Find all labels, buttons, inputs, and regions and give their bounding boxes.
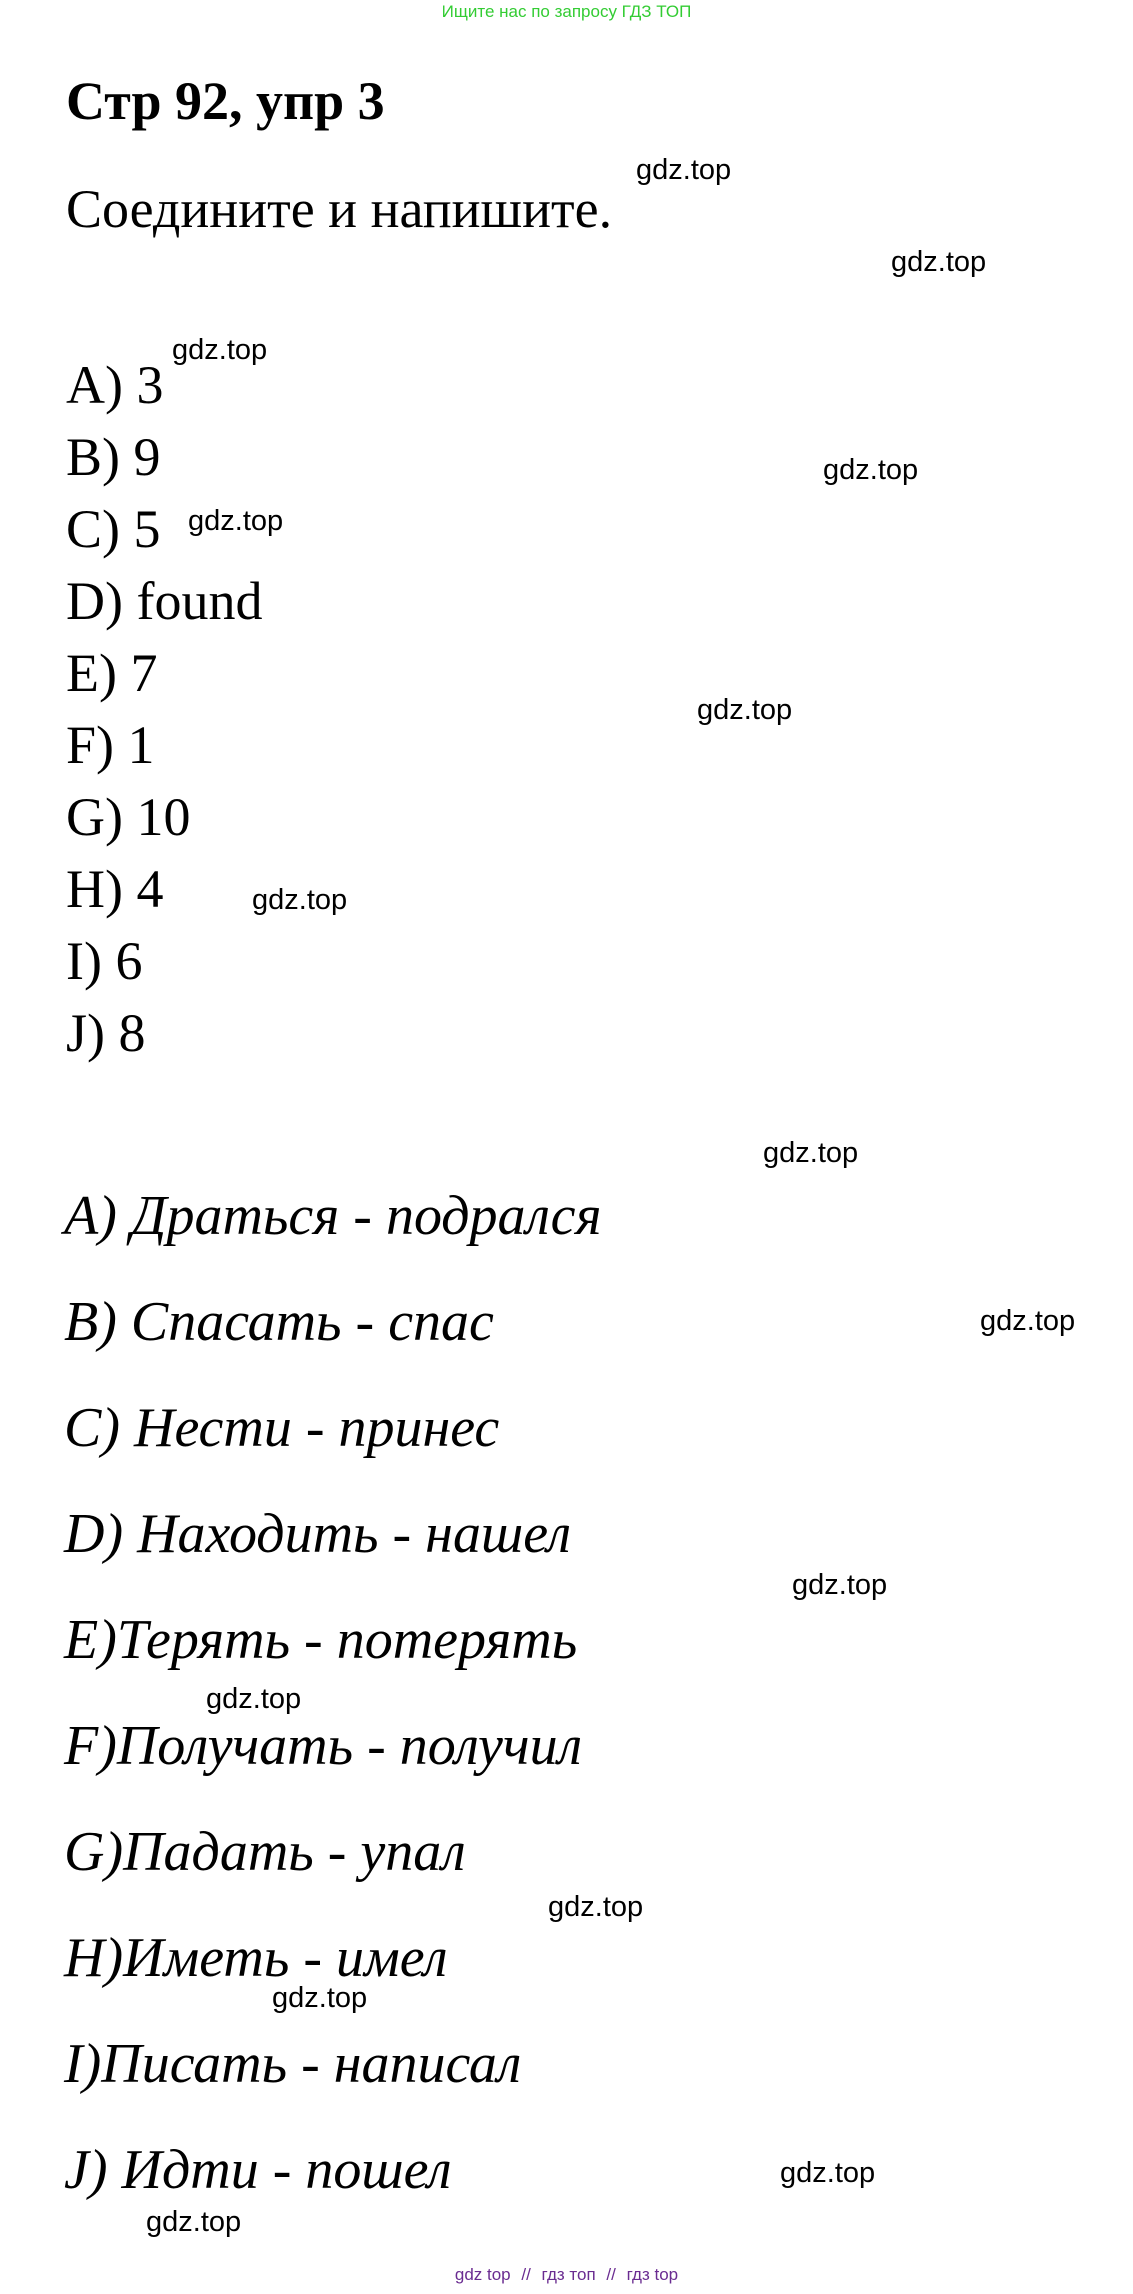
watermark: gdz.top (548, 1891, 644, 1923)
verb-item: F)Получать - получил (64, 1715, 582, 1777)
verb-item: J) Идти - пошел (64, 2139, 452, 2201)
watermark: gdz.top (146, 2206, 242, 2238)
watermark: gdz.top (272, 1982, 368, 2014)
answer-item: H) 4 (66, 859, 164, 919)
top-search-banner[interactable]: Ищите нас по запросу ГДЗ ТОП (441, 2, 692, 21)
watermark: gdz.top (891, 246, 987, 278)
watermark: gdz.top (823, 454, 919, 486)
watermark: gdz.top (780, 2157, 876, 2189)
answer-item: G) 10 (66, 787, 191, 847)
watermark: gdz.top (792, 1569, 888, 1601)
watermark: gdz.top (636, 154, 732, 186)
answer-item: E) 7 (66, 643, 158, 703)
footer-links (0, 2265, 1133, 2285)
watermark: gdz.top (252, 884, 348, 916)
footer-link[interactable]: гдз топ (541, 2265, 596, 2284)
watermark: gdz.top (172, 334, 268, 366)
watermark: gdz.top (206, 1683, 302, 1715)
answer-item: F) 1 (66, 715, 155, 775)
answer-item: I) 6 (66, 931, 143, 991)
verb-item: H)Иметь - имел (64, 1927, 448, 1989)
verb-item: G)Падать - упал (64, 1821, 466, 1883)
answer-item: B) 9 (66, 427, 161, 487)
answer-item: A) 3 (66, 355, 164, 415)
verb-item: A) Драться - подрался (64, 1185, 602, 1247)
verb-item: E)Терять - потерять (64, 1609, 578, 1671)
footer-separator: // (521, 2265, 531, 2284)
page-title: Стр 92, упр 3 (66, 71, 385, 131)
footer-link[interactable]: гдз top (626, 2265, 679, 2284)
watermark: gdz.top (188, 505, 284, 537)
verb-item: I)Писать - написал (64, 2033, 522, 2095)
verb-item: C) Нести - принес (64, 1397, 500, 1459)
footer-separator: // (606, 2265, 616, 2284)
footer-link[interactable]: gdz top (454, 2265, 511, 2284)
verb-item: D) Находить - нашел (64, 1503, 572, 1565)
answer-item: J) 8 (66, 1003, 146, 1063)
watermark: gdz.top (763, 1137, 859, 1169)
exercise-instruction: Соедините и напишите. (66, 179, 613, 239)
watermark: gdz.top (980, 1305, 1076, 1337)
answer-item: C) 5 (66, 499, 161, 559)
watermark: gdz.top (697, 694, 793, 726)
verb-item: B) Спасать - спас (64, 1291, 494, 1353)
answer-item: D) found (66, 571, 263, 631)
